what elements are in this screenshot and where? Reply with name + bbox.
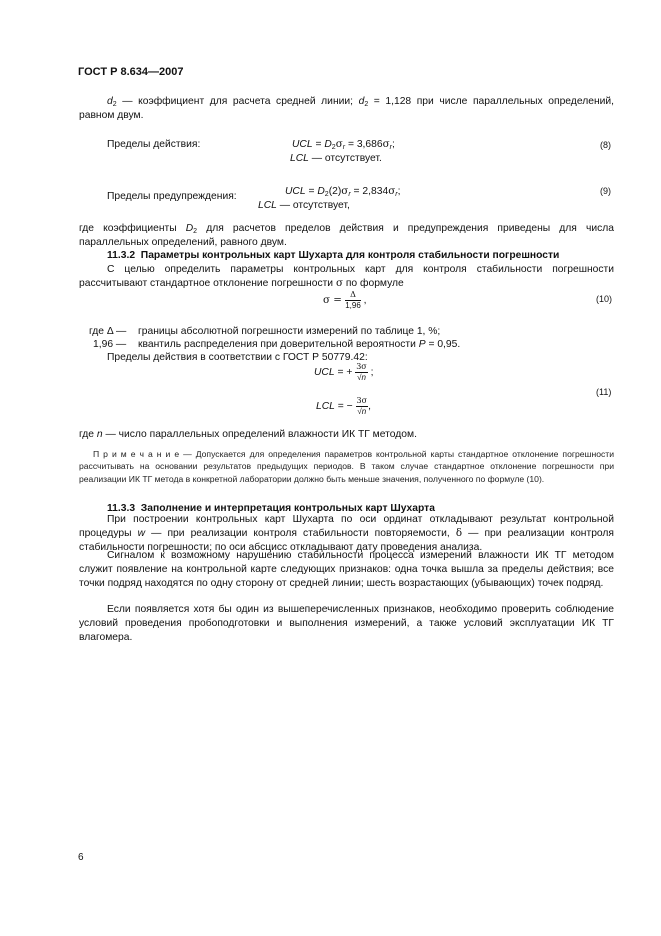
eq8-label: Пределы действия: (107, 139, 201, 150)
limits-text: Пределы действия в соответствии с ГОСТ Р 50779.42: (107, 352, 368, 363)
eq9-ucl: UCL = $D_2(2)\sigma_r = 2,834\sigma_r$; (285, 185, 401, 198)
section-11-3-3-heading: 11.3.3 Заполнение и интерпретация контрольных карт Шухарта (107, 503, 435, 514)
paragraph-1: При построении контрольных карт Шухарта по оси ординат откладывают результат контрольной процедуры w — при реализации контроля стабильности повторяемости, δ — при реализации контроля стабильности погрешности; по оси абсцисс откладывают дату проведения анализа. (79, 514, 615, 553)
eq8-lcl: LCL — отсутствует. (290, 153, 382, 164)
eq9-number: (9) (600, 186, 611, 196)
coefficients-text: где коэффициенты $D_2$ для расчетов пределов действия и предупреждения приведены для числа параллельных определений, равного двум. (79, 223, 614, 248)
d2-definition: $d_2$ — коэффициент для расчета средней линии; $d_2 = 1,128$ при числе параллельных определений, равном двум. (79, 96, 614, 121)
eq11-ucl: UCL = + $\frac{3\sigma}{√n}$ ; (314, 362, 374, 382)
eq11-number: (11) (596, 387, 612, 397)
note-label: П р и м е ч а н и е (93, 449, 180, 459)
document-header: ГОСТ Р 8.634—2007 (78, 66, 184, 78)
where-n-text: где n — число параллельных определений влажности ИК ТГ методом. (79, 429, 417, 440)
eq8-number: (8) (600, 140, 611, 150)
eq9-lcl: LCL — отсутствует, (258, 200, 350, 211)
eq10-number: (10) (596, 294, 613, 304)
paragraph-2: Сигналом к возможному нарушению стабильности процесса измерений влажности ИК ТГ методом служит появление на контрольной карте следующих признаков: одна точка вышла за пределы действия; все точки подряд находятся по одну сторону от средней линии; шесть возрастающих (убывающих) точек подряд. (79, 550, 614, 589)
section-11-3-2-heading: 11.3.2 Параметры контрольных карт Шухарта для контроля стабильности погрешности (107, 250, 560, 261)
eq11-lcl: LCL = − $\frac{3\sigma}{√n}$ , (316, 396, 371, 416)
where-delta-sym: где Δ — (89, 326, 127, 337)
paragraph-3: Если появляется хотя бы один из вышеперечисленных признаков, необходимо проверить соблюдение условий проведения пробоподготовки и выполнения измерений, а также условий эксплуатации ИК ТГ влагомера. (79, 604, 614, 643)
note (79, 448, 614, 485)
eq8-ucl: UCL = $D_2\sigma_r = 3,686\sigma_r$; (292, 138, 395, 151)
where-196-text: квантиль распределения при доверительной вероятности P = 0,95. (138, 339, 461, 350)
where-delta-text: границы абсолютной погрешности измерений по таблице 1, %; (138, 326, 441, 337)
page-number: 6 (78, 852, 84, 863)
eq9-label: Пределы предупреждения: (107, 191, 237, 202)
note-text: — Допускается для определения параметров контрольной карты стандартное отклонение погрешности рассчитывать на основании результатов предыдущих периодов. В таком случае стандартное отклонение погрешности при реализации ИК ТГ метода в конкретной лаборатории должно быть меньше значения, полученного по формуле (10). (79, 449, 615, 484)
section-11-3-2-text: С целью определить параметры контрольных карт для контроля стабильности погрешности рассчитывают стандартное отклонение погрешности σ по формуле (79, 264, 614, 289)
eq10: σ = $\frac{\Delta}{1,96}$ , (323, 290, 367, 310)
where-196-sym: 1,96 — (93, 339, 127, 350)
